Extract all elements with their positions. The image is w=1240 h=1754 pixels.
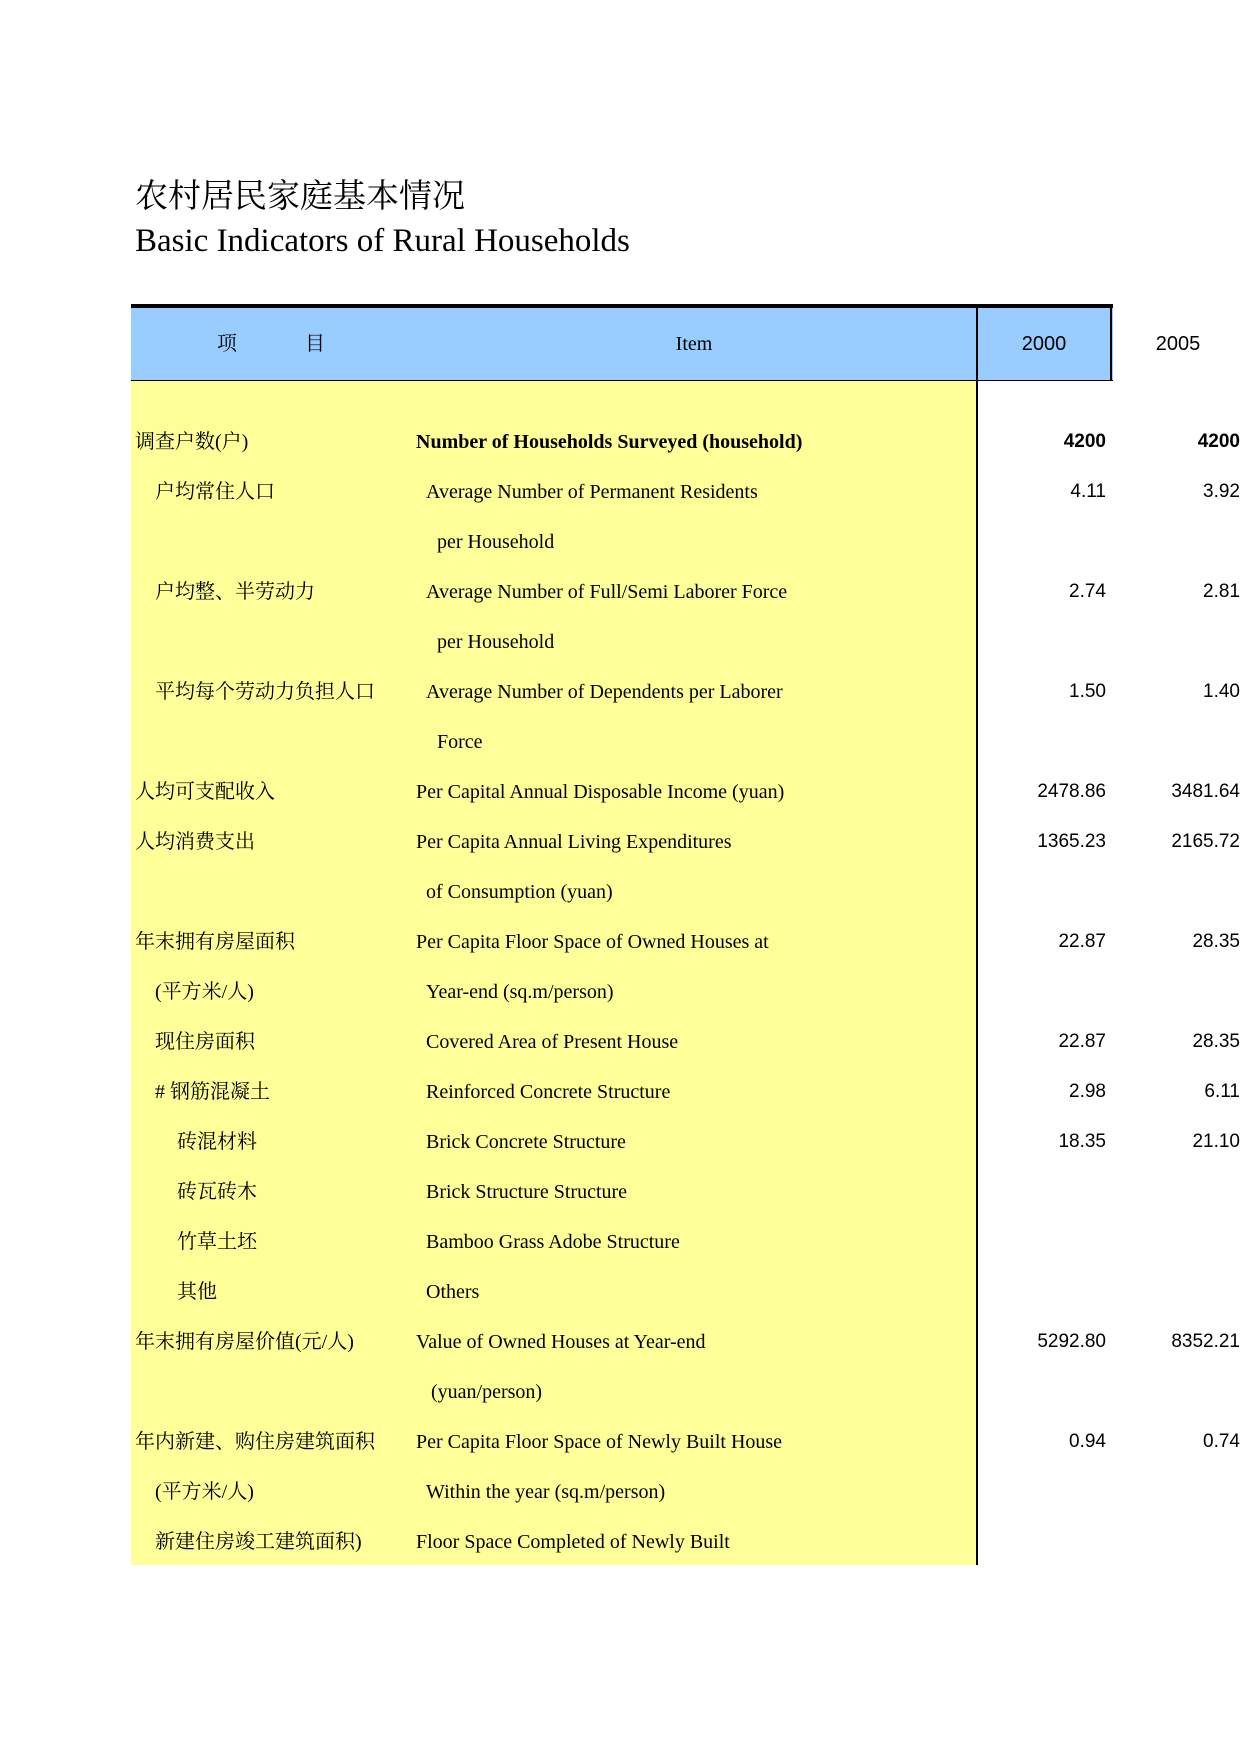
row-value-2005: 21.10: [1192, 1131, 1240, 1152]
row-en-label: Per Capita Floor Space of Owned Houses at: [416, 931, 769, 953]
table-row: [131, 1217, 1113, 1267]
row-value-2005: 28.35: [1192, 931, 1240, 952]
row-value-2005: 0.74: [1203, 1431, 1240, 1452]
row-value-2005: 2.81: [1203, 581, 1240, 602]
row-cn-label: 砖瓦砖木: [177, 1181, 257, 1203]
row-cn-label: 砖混材料: [177, 1131, 257, 1153]
row-cn-label: 年内新建、购住房建筑面积: [135, 1431, 375, 1453]
table-row: [131, 667, 1240, 717]
table-row: [131, 1117, 1240, 1167]
row-cn-label: 户均常住人口: [155, 481, 275, 503]
row-en-label: Per Capita Floor Space of Newly Built House: [416, 1431, 783, 1453]
table-row: [131, 1517, 1113, 1567]
table-row: [131, 717, 1113, 767]
table-row: [131, 767, 1240, 817]
row-cn-label: 年末拥有房屋面积: [135, 931, 295, 953]
row-en-label: Brick Structure Structure: [426, 1181, 628, 1203]
row-en-label: Average Number of Full/Semi Laborer Force: [426, 581, 788, 603]
row-value-2005: [980, 517, 1240, 567]
table-row: [131, 517, 1113, 567]
row-value-2000: 5292.80: [1037, 1331, 1106, 1352]
table-row: [131, 1367, 1113, 1417]
row-value-2005: [980, 1267, 1240, 1317]
table-row: [131, 1067, 1240, 1117]
page-title-cn: 农村居民家庭基本情况: [135, 179, 465, 215]
row-en-label: Value of Owned Houses at Year-end: [416, 1331, 706, 1353]
row-value-2005: [980, 967, 1240, 1017]
table-header: [131, 308, 1201, 381]
row-en-label: Reinforced Concrete Structure: [426, 1081, 671, 1103]
row-value-2005: [980, 1167, 1240, 1217]
row-en-label: Year-end (sq.m/person): [426, 981, 614, 1003]
row-value-2000: 18.35: [1058, 1131, 1106, 1152]
row-en-label: per Household: [437, 631, 555, 653]
row-value-2005: 8352.21: [1171, 1331, 1240, 1352]
row-value-2005: 28.35: [1192, 1031, 1240, 1052]
row-value-2000: 2.98: [1069, 1081, 1106, 1102]
table-row: [131, 867, 1113, 917]
table-rows: [131, 417, 1240, 1567]
row-cn-label: (平方米/人): [155, 981, 254, 1003]
table-row: [131, 1267, 1113, 1317]
header-year-2005: 2005: [1155, 333, 1201, 355]
row-en-label: Covered Area of Present House: [426, 1031, 679, 1053]
row-value-2005: 3481.64: [1171, 781, 1240, 802]
row-cn-label: 人均可支配收入: [135, 781, 275, 803]
row-value-2005: 3.92: [1203, 481, 1240, 502]
row-cn-label: (平方米/人): [155, 1481, 254, 1503]
header-year-2000: 2000: [1021, 333, 1067, 355]
table-row: [131, 1167, 1113, 1217]
row-value-2000: 22.87: [1058, 931, 1106, 952]
table-row: [131, 917, 1240, 967]
column-divider-years: [1110, 308, 1112, 380]
row-en-label: Others: [426, 1281, 480, 1303]
table-row: [131, 1467, 1113, 1517]
row-en-label: Force: [437, 731, 483, 753]
row-en-label: Bamboo Grass Adobe Structure: [426, 1231, 680, 1253]
row-value-2000: 2.74: [1069, 581, 1106, 602]
row-value-2005: [980, 867, 1240, 917]
row-value-2005: [980, 1367, 1240, 1417]
row-en-label: Number of Households Surveyed (household): [416, 431, 803, 453]
row-value-2005: 6.11: [1204, 1081, 1240, 1102]
row-en-label: Average Number of Permanent Residents: [426, 481, 758, 503]
row-value-2005: 4200: [1197, 431, 1240, 452]
row-en-label: Per Capita Annual Living Expenditures: [416, 831, 732, 853]
row-value-2005: [980, 1217, 1240, 1267]
row-value-2005: 1.40: [1203, 681, 1240, 702]
row-cn-label: 年末拥有房屋价值(元/人): [135, 1331, 354, 1353]
header-item: Item: [675, 333, 713, 355]
header-cn-left: 项: [217, 333, 237, 355]
row-cn-label: 调查户数(户): [135, 431, 249, 453]
header-cn-item: [131, 308, 411, 380]
row-value-2005: [980, 717, 1240, 767]
table-row: [131, 1417, 1240, 1467]
table-row: [131, 467, 1240, 517]
row-en-label: Within the year (sq.m/person): [426, 1481, 666, 1503]
row-cn-label: 人均消费支出: [135, 831, 255, 853]
row-value-2000: 4.11: [1070, 481, 1106, 502]
row-en-label: Average Number of Dependents per Laborer: [426, 681, 783, 703]
row-cn-label: 平均每个劳动力负担人口: [155, 681, 375, 703]
table-row: [131, 817, 1240, 867]
row-en-label: Per Capital Annual Disposable Income (yuan): [416, 781, 785, 803]
row-value-2005: [980, 617, 1240, 667]
row-value-2000: 1.50: [1069, 681, 1106, 702]
row-cn-label: # 钢筋混凝土: [155, 1081, 270, 1103]
row-cn-label: 户均整、半劳动力: [155, 581, 315, 603]
row-cn-label: 现住房面积: [155, 1031, 255, 1053]
row-value-2000: 4200: [1063, 431, 1106, 452]
row-cn-label: 其他: [177, 1281, 217, 1303]
row-en-label: Brick Concrete Structure: [426, 1131, 626, 1153]
row-cn-label: 竹草土坯: [177, 1231, 257, 1253]
table-row: [131, 417, 1240, 467]
row-value-2005: 2165.72: [1171, 831, 1240, 852]
row-cn-label: 新建住房竣工建筑面积): [155, 1531, 362, 1553]
row-value-2000: 22.87: [1058, 1031, 1106, 1052]
table-row: [131, 617, 1113, 667]
table-row: [131, 1017, 1240, 1067]
page-title-en: Basic Indicators of Rural Households: [135, 223, 630, 259]
row-value-2005: [980, 1467, 1240, 1517]
table-row: [131, 967, 1113, 1017]
header-cn-right: 目: [305, 333, 325, 355]
table-row: [131, 567, 1240, 617]
table-row: [131, 1317, 1240, 1367]
row-en-label: (yuan/person): [431, 1381, 543, 1403]
row-en-label: of Consumption (yuan): [426, 881, 613, 903]
row-value-2000: 2478.86: [1037, 781, 1106, 802]
row-value-2005: [980, 1517, 1240, 1567]
row-value-2000: 0.94: [1069, 1431, 1106, 1452]
row-value-2000: 1365.23: [1037, 831, 1106, 852]
row-en-label: Floor Space Completed of Newly Built: [416, 1531, 730, 1553]
row-en-label: per Household: [437, 531, 555, 553]
